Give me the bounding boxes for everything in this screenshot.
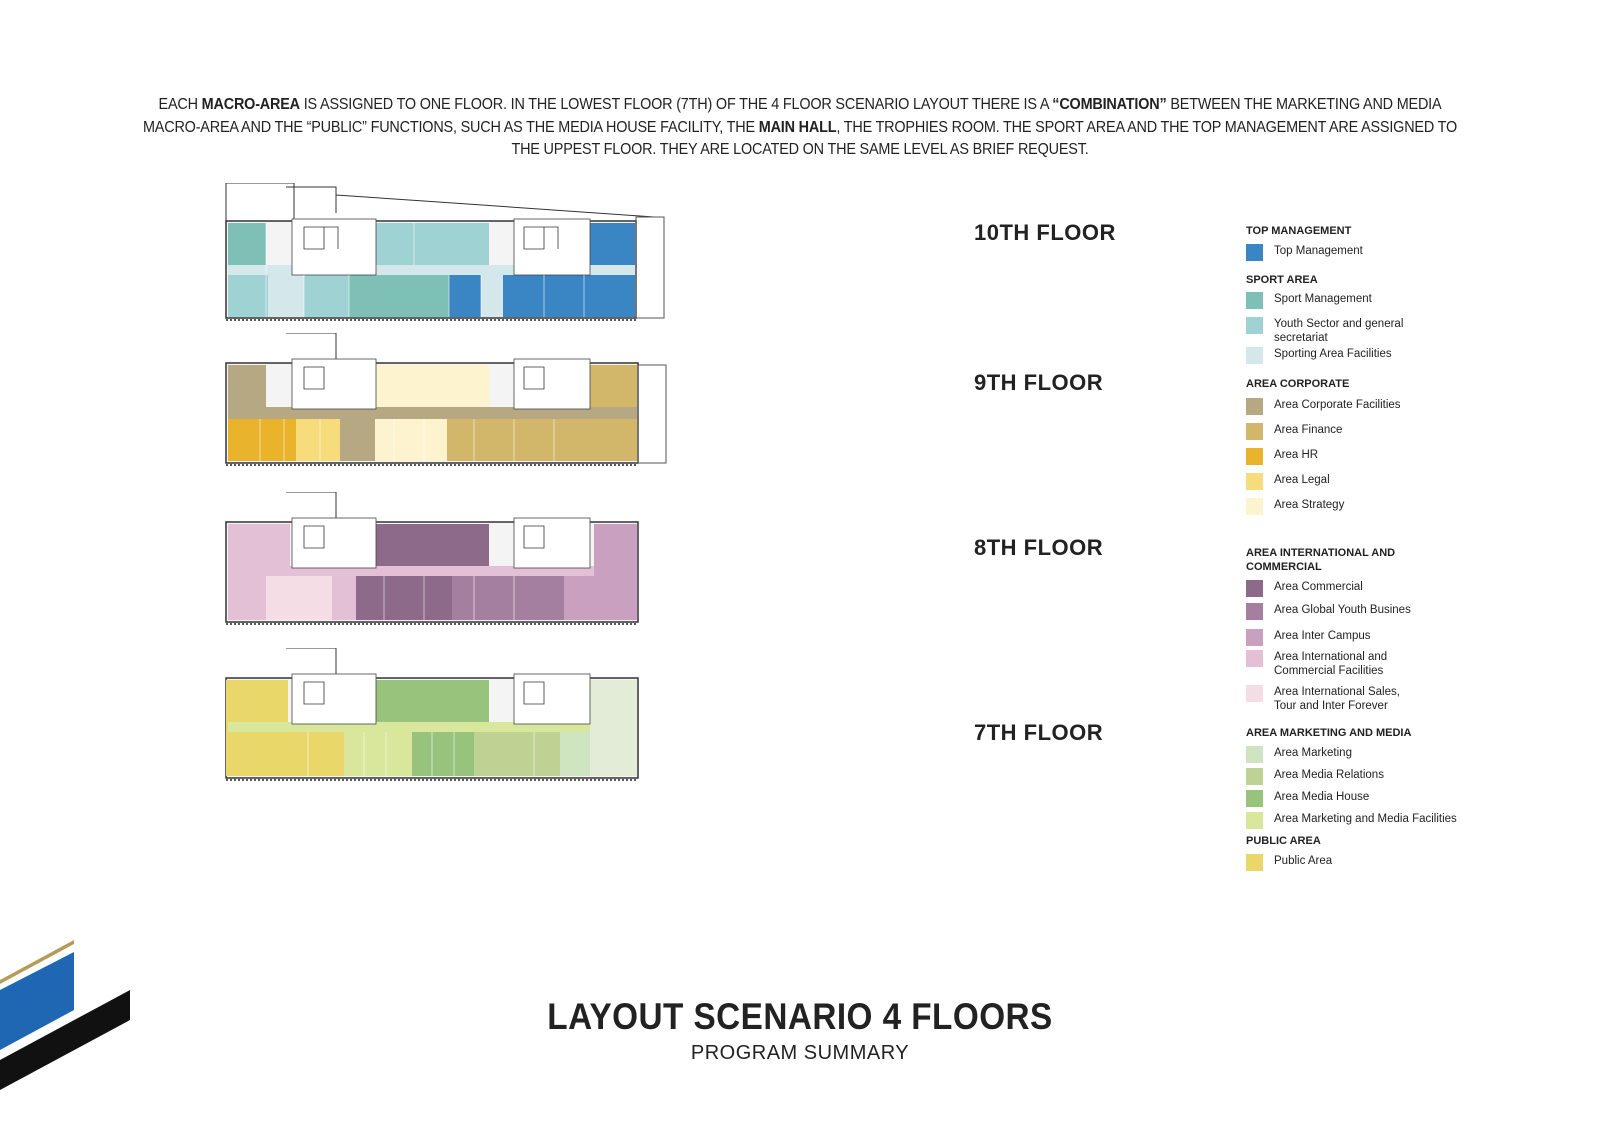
- legend-label: Area Inter Campus: [1274, 630, 1371, 642]
- intro-bold-3: MAIN HALL: [758, 118, 837, 136]
- legend-item: [1246, 498, 1484, 515]
- intro-text-2: IS ASSIGNED TO ONE FLOOR. IN THE LOWEST FLOOR (7TH) OF THE 4 FLOOR SCENARIO LAYOUT THERE IS A: [299, 96, 1053, 113]
- legend-label: Area Media Relations: [1274, 769, 1384, 781]
- intro-text-1: EACH: [158, 96, 202, 113]
- legend-item: [1246, 790, 1484, 807]
- floor-plan-9: [224, 333, 686, 473]
- legend-item: [1246, 317, 1414, 345]
- legend-swatch: [1246, 650, 1263, 667]
- legend-label: Area HR: [1274, 449, 1319, 461]
- legend-label: Area International Sales, Tour and Inter Forever: [1274, 686, 1400, 712]
- legend-item: [1246, 685, 1414, 713]
- legend-label: Area Corporate Facilities: [1274, 399, 1401, 411]
- legend-item: [1246, 854, 1484, 871]
- legend-label: Area Media House: [1274, 791, 1370, 803]
- legend-heading-sport-area: SPORT AREA: [1246, 274, 1318, 286]
- legend-swatch: [1246, 746, 1263, 763]
- legend-swatch: [1246, 812, 1263, 829]
- intro-text-4: , THE TROPHIES ROOM. THE SPORT AREA AND THE TOP MANAGEMENT ARE ASSIGNED TO THE UPPEST FLOOR. THEY ARE LOCATED ON THE SAME LEVEL AS BRIEF REQUEST.: [511, 118, 1458, 158]
- legend-item: [1246, 580, 1484, 597]
- legend-item: [1246, 768, 1484, 785]
- floor-label-8: 8TH FLOOR: [974, 535, 1104, 560]
- legend-swatch: [1246, 317, 1263, 334]
- floor-label-7: 7TH FLOOR: [974, 720, 1104, 745]
- legend-label: Public Area: [1274, 855, 1333, 867]
- legend-swatch: [1246, 244, 1263, 261]
- legend-item: [1246, 650, 1414, 678]
- legend-label: Area Finance: [1274, 424, 1343, 436]
- legend-item: [1246, 398, 1484, 415]
- intro-bold-1: MACRO-AREA: [201, 96, 300, 113]
- legend-label: Sporting Area Facilities: [1274, 348, 1392, 360]
- legend-swatch: [1246, 498, 1263, 515]
- legend-swatch: [1246, 398, 1263, 415]
- floor-label-9: 9TH FLOOR: [974, 370, 1104, 395]
- legend-swatch: [1246, 423, 1263, 440]
- legend-label: Youth Sector and general secretariat: [1274, 318, 1404, 344]
- legend-label: Area International and Commercial Facilities: [1274, 651, 1388, 677]
- legend-heading-area-marketing: AREA MARKETING AND MEDIA: [1246, 727, 1412, 739]
- legend-heading-public-area: PUBLIC AREA: [1246, 835, 1321, 847]
- legend-swatch: [1246, 685, 1263, 702]
- legend-item: [1246, 812, 1484, 829]
- floor-plan-10: [224, 183, 686, 323]
- legend-swatch: [1246, 448, 1263, 465]
- legend-swatch: [1246, 768, 1263, 785]
- legend-swatch: [1246, 580, 1263, 597]
- intro-paragraph: [130, 94, 1469, 162]
- legend-swatch: [1246, 292, 1263, 309]
- legend-label: Area Marketing: [1274, 747, 1352, 759]
- legend-item: [1246, 746, 1484, 763]
- legend-swatch: [1246, 347, 1263, 364]
- floor-plan-8: [224, 492, 686, 632]
- floor-plan-7: [224, 648, 686, 788]
- legend-label: Area Global Youth Busines: [1274, 604, 1411, 616]
- page-subtitle: PROGRAM SUMMARY: [690, 1042, 910, 1064]
- legend-label: Area Legal: [1274, 474, 1330, 486]
- legend-item: [1246, 292, 1484, 309]
- floor-label-10: 10TH FLOOR: [974, 220, 1116, 245]
- legend-swatch: [1246, 629, 1263, 646]
- legend-heading-area-corporate: AREA CORPORATE: [1246, 378, 1350, 390]
- legend-item: [1246, 473, 1484, 490]
- legend-heading-area-international: AREA INTERNATIONAL AND COMMERCIAL: [1246, 547, 1396, 573]
- legend-label: Area Commercial: [1274, 581, 1363, 593]
- legend-label: Top Management: [1274, 245, 1363, 257]
- legend-swatch: [1246, 790, 1263, 807]
- legend-label: Area Marketing and Media Facilities: [1274, 813, 1457, 825]
- page-title: LAYOUT SCENARIO 4 FLOORS: [547, 996, 1053, 1037]
- legend-swatch: [1246, 854, 1263, 871]
- legend-label: Area Strategy: [1274, 499, 1345, 511]
- legend-heading-top-management: TOP MANAGEMENT: [1246, 225, 1352, 237]
- legend-label: Sport Management: [1274, 293, 1372, 305]
- legend-item: [1246, 629, 1484, 646]
- intro-bold-2: “COMBINATION”: [1052, 96, 1167, 113]
- legend-swatch: [1246, 473, 1263, 490]
- legend-item: [1246, 423, 1484, 440]
- intro-text-3: BETWEEN THE MARKETING AND MEDIA MACRO-AREA AND THE “PUBLIC” FUNCTIONS, SUCH AS THE MEDIA HOUSE FACILITY, THE: [142, 96, 1442, 136]
- legend-item: [1246, 244, 1484, 261]
- legend-item: [1246, 603, 1484, 620]
- legend-swatch: [1246, 603, 1263, 620]
- legend-item: [1246, 448, 1484, 465]
- legend-item: [1246, 347, 1484, 364]
